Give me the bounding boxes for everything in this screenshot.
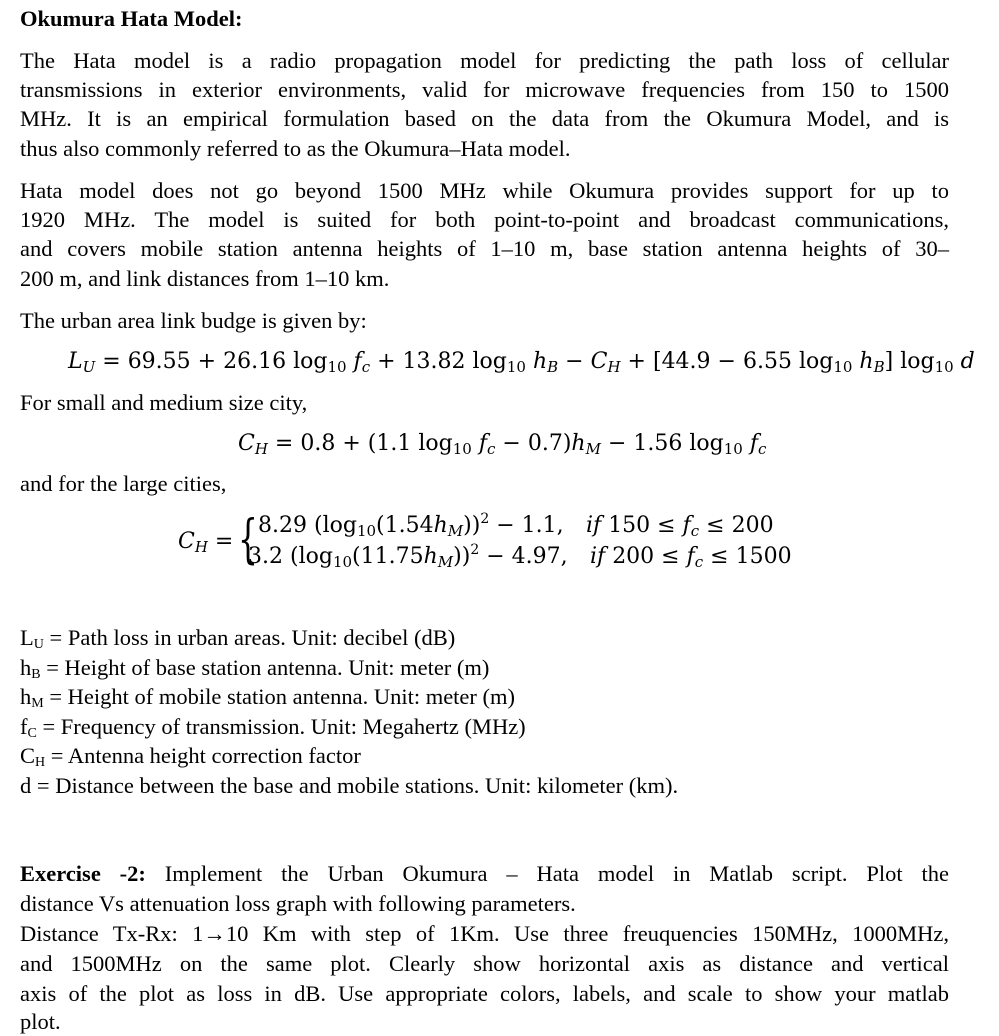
paragraph-line: transmissions in exterior environments, valid for microwave frequencies from 150 to 1500 — [20, 77, 949, 102]
equation-correction-small-city: $C_H = 0.8 + (1.1$ $\log_{10} f_c - 0.7)h_M - 1.56$ $\log_{10} f_c$ — [238, 431, 767, 458]
equation-lhs: $C_H$ = — [178, 529, 234, 556]
paragraph-line: thus also commonly referred to as the Okumura–Hata model. — [20, 136, 571, 161]
large-city-intro: and for the large cities, — [20, 471, 227, 496]
section-title: Okumura Hata Model: — [20, 6, 243, 31]
paragraph-line: 1920 MHz. The model is suited for both point-to-point and broadcast communications, — [20, 207, 949, 232]
equation-urban-path-loss: $L_U = 69.55 + 26.16$ $\log_{10} f_c + 13.82$ $\log_{10} h_B - C_H + [44.9 - 6.55$ $\log_{10} h_B$] $\log_{10} d$ — [68, 349, 975, 376]
equation-case-2: 3.2 $(\log_{10}(11.75h_M))^2 - 4.97$, — [248, 542, 568, 571]
paragraph-line: Hata model does not go beyond 1500 MHz while Okumura provides support for up to — [20, 178, 949, 203]
small-city-intro: For small and medium size city, — [20, 390, 308, 415]
paragraph-line: 200 m, and link distances from 1–10 km. — [20, 266, 390, 291]
exercise-line: Exercise -2: Implement the Urban Okumura – Hata model in Matlab script. Plot the — [20, 861, 949, 886]
definition-lu: LU = Path loss in urban areas. Unit: decibel (dB) — [20, 625, 456, 652]
definition-ch: CH = Antenna height correction factor — [20, 743, 361, 770]
equation-case-1: 8.29 $(\log_{10}(1.54h_M))^2 - 1.1$, — [258, 511, 564, 540]
definition-hm: hM = Height of mobile station antenna. Unit: meter (m) — [20, 684, 516, 711]
exercise-line: Distance Tx-Rx: 1→10 Km with step of 1Km. Use three freuquencies 150MHz, 1000MHz, — [20, 921, 949, 946]
equation-case-2-condition: if $200 \le f_c \le 1500$ — [590, 544, 792, 571]
urban-intro: The urban area link budge is given by: — [20, 308, 367, 333]
exercise-line: and 1500MHz on the same plot. Clearly show horizontal axis as distance and vertical — [20, 951, 949, 976]
exercise-line: axis of the plot as loss in dB. Use appropriate colors, labels, and scale to show your matlab — [20, 981, 949, 1006]
equation-case-1-condition: if $150 \le f_c \le 200$ — [586, 513, 774, 540]
definition-d: d = Distance between the base and mobile stations. Unit: kilometer (km). — [20, 773, 679, 798]
paragraph-line: and covers mobile station antenna heights of 1–10 m, base station antenna heights of 30– — [20, 236, 949, 261]
definition-fc: fC = Frequency of transmission. Unit: Megahertz (MHz) — [20, 714, 526, 741]
definition-hb: hB = Height of base station antenna. Unit: meter (m) — [20, 655, 490, 682]
exercise-label: Exercise -2: — [20, 861, 146, 886]
paragraph-line: MHz. It is an empirical formulation based on the data from the Okumura Model, and is — [20, 106, 949, 131]
exercise-line: distance Vs attenuation loss graph with following parameters. — [20, 891, 576, 916]
left-brace-icon: { — [238, 510, 258, 570]
paragraph-line: The Hata model is a radio propagation model for predicting the path loss of cellular — [20, 48, 949, 73]
exercise-line: plot. — [20, 1009, 61, 1034]
